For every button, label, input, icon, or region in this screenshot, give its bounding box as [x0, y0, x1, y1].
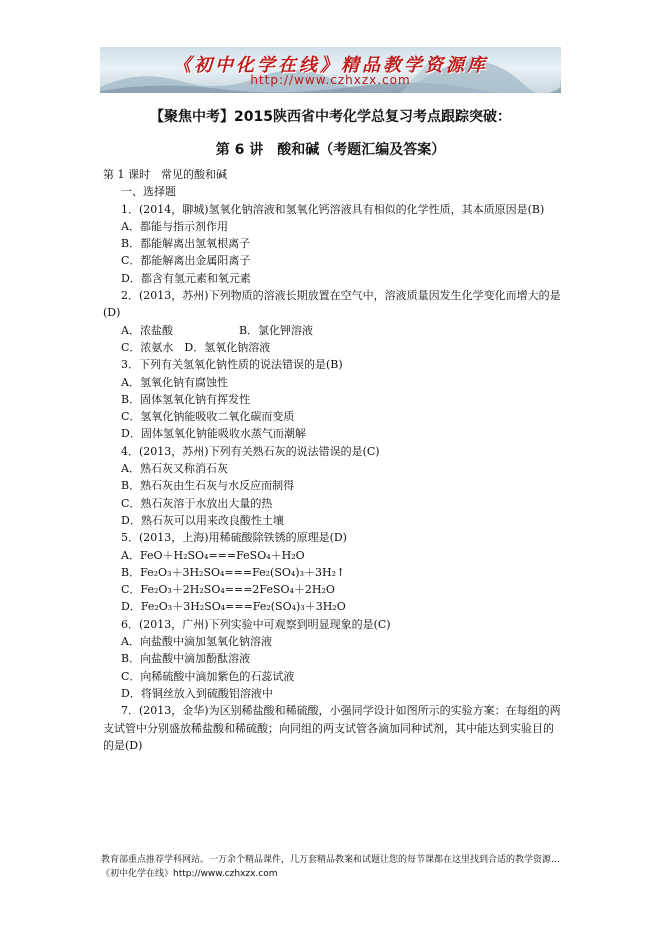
- text-line: C．Fe₂O₃＋2H₂SO₄===2FeSO₄＋2H₂O: [121, 583, 335, 597]
- document-title: 【聚焦中考】2015陕西省中考化学总复习考点跟踪突破：: [150, 109, 511, 125]
- text-line: C．都能解离出金属阳离子: [121, 254, 251, 268]
- text-line: 7．(2013，金华)为区别稀盐酸和稀硫酸，小强同学设计如图所示的实验方案：在每组的两支试管中分别盛放稀盐酸和稀硫酸；向同组的两支试管各滴加同种试剂，其中能达到实验目的的是(D): [103, 704, 561, 752]
- text-line: A．FeO＋H₂SO₄===FeSO₄＋H₂O: [121, 548, 305, 562]
- page-footer: 教育部重点推荐学科网站。一万余个精品课件，几万套精品教案和试题让您的每节课都在这里找到合适的教学资源…《初中化学在线》http://www.czhxzx.com: [101, 855, 561, 879]
- text-line: 第 1 课时 常见的酸和碱: [103, 168, 227, 181]
- text-line: 3．下列有关氢氧化钠性质的说法错误的是(B): [121, 358, 343, 372]
- text-line: C．浓氨水 D．氢氧化钠溶液: [121, 340, 271, 354]
- banner-logo: [100, 47, 561, 93]
- text-line: D．熟石灰可以用来改良酸性土壤: [121, 513, 284, 527]
- text-line: D．都含有氢元素和氧元素: [121, 271, 251, 285]
- text-line: 1．(2014，聊城)氢氧化钠溶液和氢氧化钙溶液具有相似的化学性质，其本质原因是(B): [121, 202, 545, 216]
- text-line: B．固体氢氧化钠有挥发性: [121, 392, 251, 406]
- text-line: A．浓盐酸 B．氯化钾溶液: [121, 323, 314, 337]
- text-line: B．都能解离出氢氧根离子: [121, 237, 251, 251]
- text-line: B．向盐酸中滴加酚酞溶液: [121, 652, 251, 666]
- banner-url: http://www.czhxzx.com: [250, 73, 411, 87]
- text-line: C．向稀硫酸中滴加紫色的石蕊试液: [121, 669, 295, 683]
- banner-title: 《初中化学在线》精品教学资源库: [173, 55, 488, 76]
- text-line: B．熟石灰由生石灰与水反应而制得: [121, 479, 295, 493]
- document-subtitle: 第 6 讲 酸和碱（考题汇编及答案）: [215, 142, 446, 158]
- text-line: A．都能与指示剂作用: [121, 219, 228, 233]
- document-body: [103, 166, 563, 754]
- text-line: C．熟石灰溶于水放出大量的热: [121, 496, 273, 510]
- text-line: D．Fe₂O₃＋3H₂SO₄===Fe₂(SO₄)₃＋3H₂O: [121, 600, 346, 614]
- text-line: A．氢氧化钠有腐蚀性: [121, 375, 228, 389]
- text-line: 4．(2013，苏州)下列有关熟石灰的说法错误的是(C): [121, 444, 380, 458]
- text-line: 2．(2013，苏州)下列物质的溶液长期放置在空气中，溶液质量因发生化学变化而增大的是(D): [103, 289, 561, 320]
- text-line: 一、选择题: [121, 185, 176, 199]
- text-line: A．熟石灰又称消石灰: [121, 462, 228, 476]
- text-line: D．将铜丝放入到硫酸铝溶液中: [121, 686, 273, 700]
- text-line: 6．(2013，广州)下列实验中可观察到明显现象的是(C): [121, 617, 391, 631]
- text-line: A．向盐酸中滴加氢氧化钠溶液: [121, 635, 272, 649]
- text-line: B．Fe₂O₃＋3H₂SO₄===Fe₂(SO₄)₃＋3H₂↑: [121, 565, 346, 579]
- text-line: D．固体氢氧化钠能吸收水蒸气而潮解: [121, 427, 306, 441]
- text-line: C．氢氧化钠能吸收二氧化碳而变质: [121, 410, 295, 424]
- text-line: 5．(2013，上海)用稀硫酸除铁锈的原理是(D): [121, 531, 347, 545]
